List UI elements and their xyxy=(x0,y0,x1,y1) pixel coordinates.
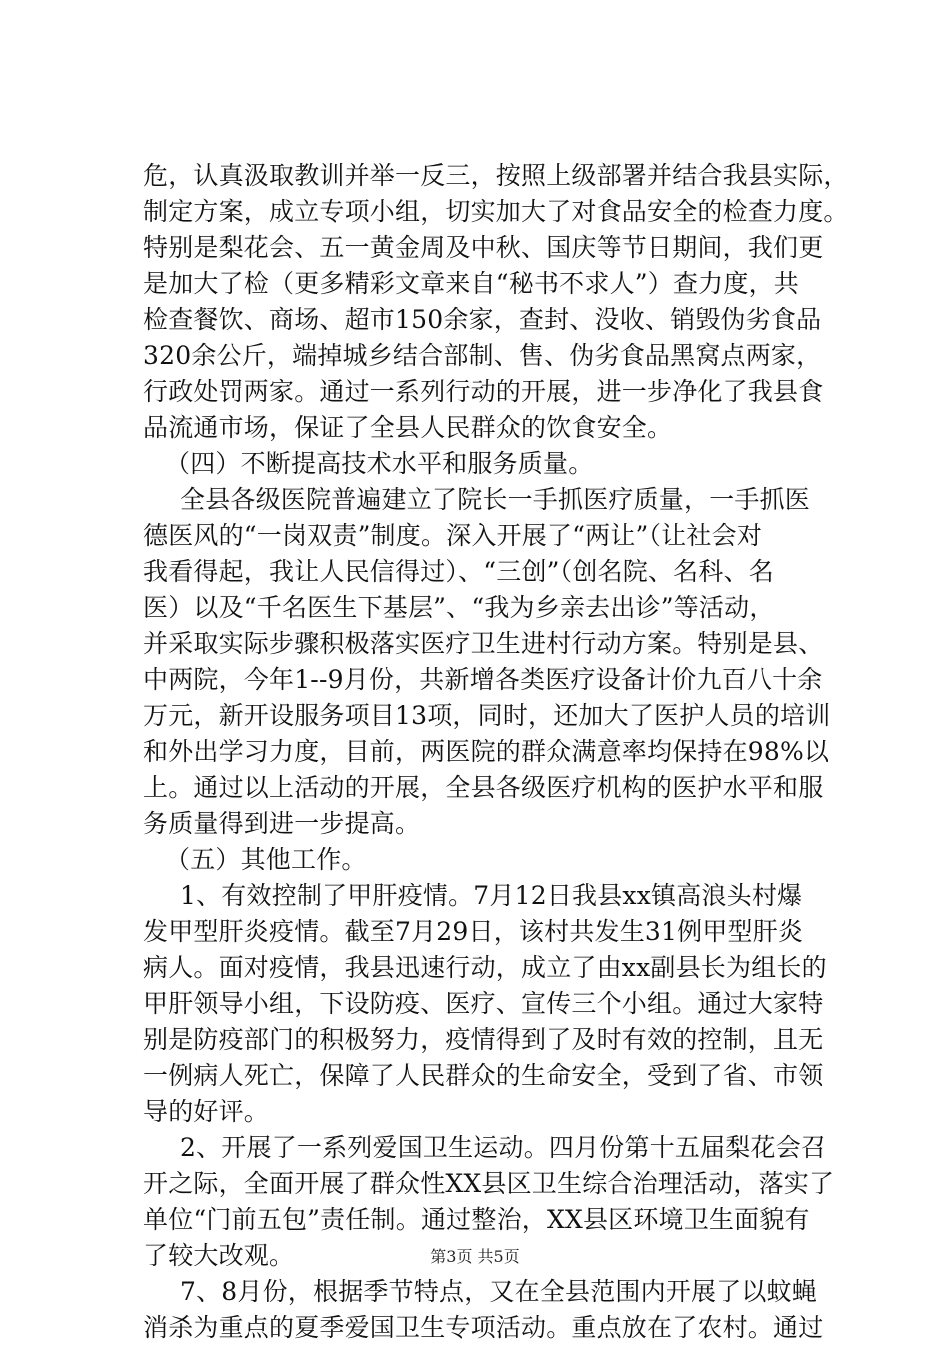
text-line: 单位“门前五包”责任制。通过整治，XX县区环境卫生面貌有 xyxy=(143,1205,810,1234)
text-line: 发甲型肝炎疫情。截至7月29日，该村共发生31例甲型肝炎 xyxy=(143,917,804,946)
text-line: 1、有效控制了甲肝疫情。7月12日我县xx镇高浪头村爆 xyxy=(180,881,803,910)
text-line: 特别是梨花会、五一黄金周及中秋、国庆等节日期间，我们更 xyxy=(143,233,824,262)
text-line: 开之际，全面开展了群众性XX县区卫生综合治理活动，落实了 xyxy=(143,1169,835,1198)
section-heading: （四）不断提高技术水平和服务质量。 xyxy=(165,449,594,478)
text-line: 别是防疫部门的积极努力，疫情得到了及时有效的控制，且无 xyxy=(143,1025,824,1054)
text-line: 了较大改观。 xyxy=(143,1241,295,1270)
text-line: 我看得起，我让人民信得过）、“三创”（创名院、名科、名 xyxy=(143,557,774,586)
text-line: 全县各级医院普遍建立了院长一手抓医疗质量，一手抓医 xyxy=(180,485,811,514)
page-number: 第3页 共5页 xyxy=(430,1247,520,1266)
text-line: 上。通过以上活动的开展，全县各级医疗机构的医护水平和服 xyxy=(143,773,824,802)
section-heading: （五）其他工作。 xyxy=(165,845,367,874)
text-line: 并采取实际步骤积极落实医疗卫生进村行动方案。特别是县、 xyxy=(143,629,824,658)
text-line: 和外出学习力度，目前，两医院的群众满意率均保持在98%以 xyxy=(143,737,830,766)
text-line: 甲肝领导小组，下设防疫、医疗、宣传三个小组。通过大家特 xyxy=(143,989,824,1018)
text-line: 检查餐饮、商场、超市150余家，查封、没收、销毁伪劣食品 xyxy=(143,305,822,334)
text-line: 320余公斤，端掉城乡结合部制、售、伪劣食品黑窝点两家， xyxy=(143,341,822,370)
text-line: 万元，新开设服务项目13项，同时，还加大了医护人员的培训 xyxy=(143,701,831,730)
text-line: 导的好评。 xyxy=(143,1097,270,1126)
text-line: 一例病人死亡，保障了人民群众的生命安全，受到了省、市领 xyxy=(143,1061,824,1090)
text-line: 中两院，今年1--9月份，共新增各类医疗设备计价九百八十余 xyxy=(143,665,823,694)
text-line: 是加大了检（更多精彩文章来自“秘书不求人”）查力度，共 xyxy=(143,269,799,298)
text-line: 2、开展了一系列爱国卫生运动。四月份第十五届梨花会召 xyxy=(180,1133,827,1162)
text-line: 务质量得到进一步提高。 xyxy=(143,809,421,838)
text-line: 品流通市场，保证了全县人民群众的饮食安全。 xyxy=(143,413,673,442)
text-line: 行政处罚两家。通过一系列行动的开展，进一步净化了我县食 xyxy=(143,377,824,406)
text-line: 制定方案，成立专项小组，切实加大了对食品安全的检查力度。 xyxy=(143,197,849,226)
text-line: 7、8月份，根据季节特点，又在全县范围内开展了以蚊蝇 xyxy=(180,1277,818,1306)
text-line: 德医风的“一岗双责”制度。深入开展了“两让”（让社会对 xyxy=(143,521,763,550)
text-line: 消杀为重点的夏季爱国卫生专项活动。重点放在了农村。通过 xyxy=(143,1313,824,1342)
text-line: 医）以及“千名医生下基层”、“我为乡亲去出诊”等活动， xyxy=(143,593,775,622)
text-line: 危，认真汲取教训并举一反三，按照上级部署并结合我县实际， xyxy=(143,161,849,190)
text-line: 病人。面对疫情，我县迅速行动，成立了由xx副县长为组长的 xyxy=(143,953,827,982)
